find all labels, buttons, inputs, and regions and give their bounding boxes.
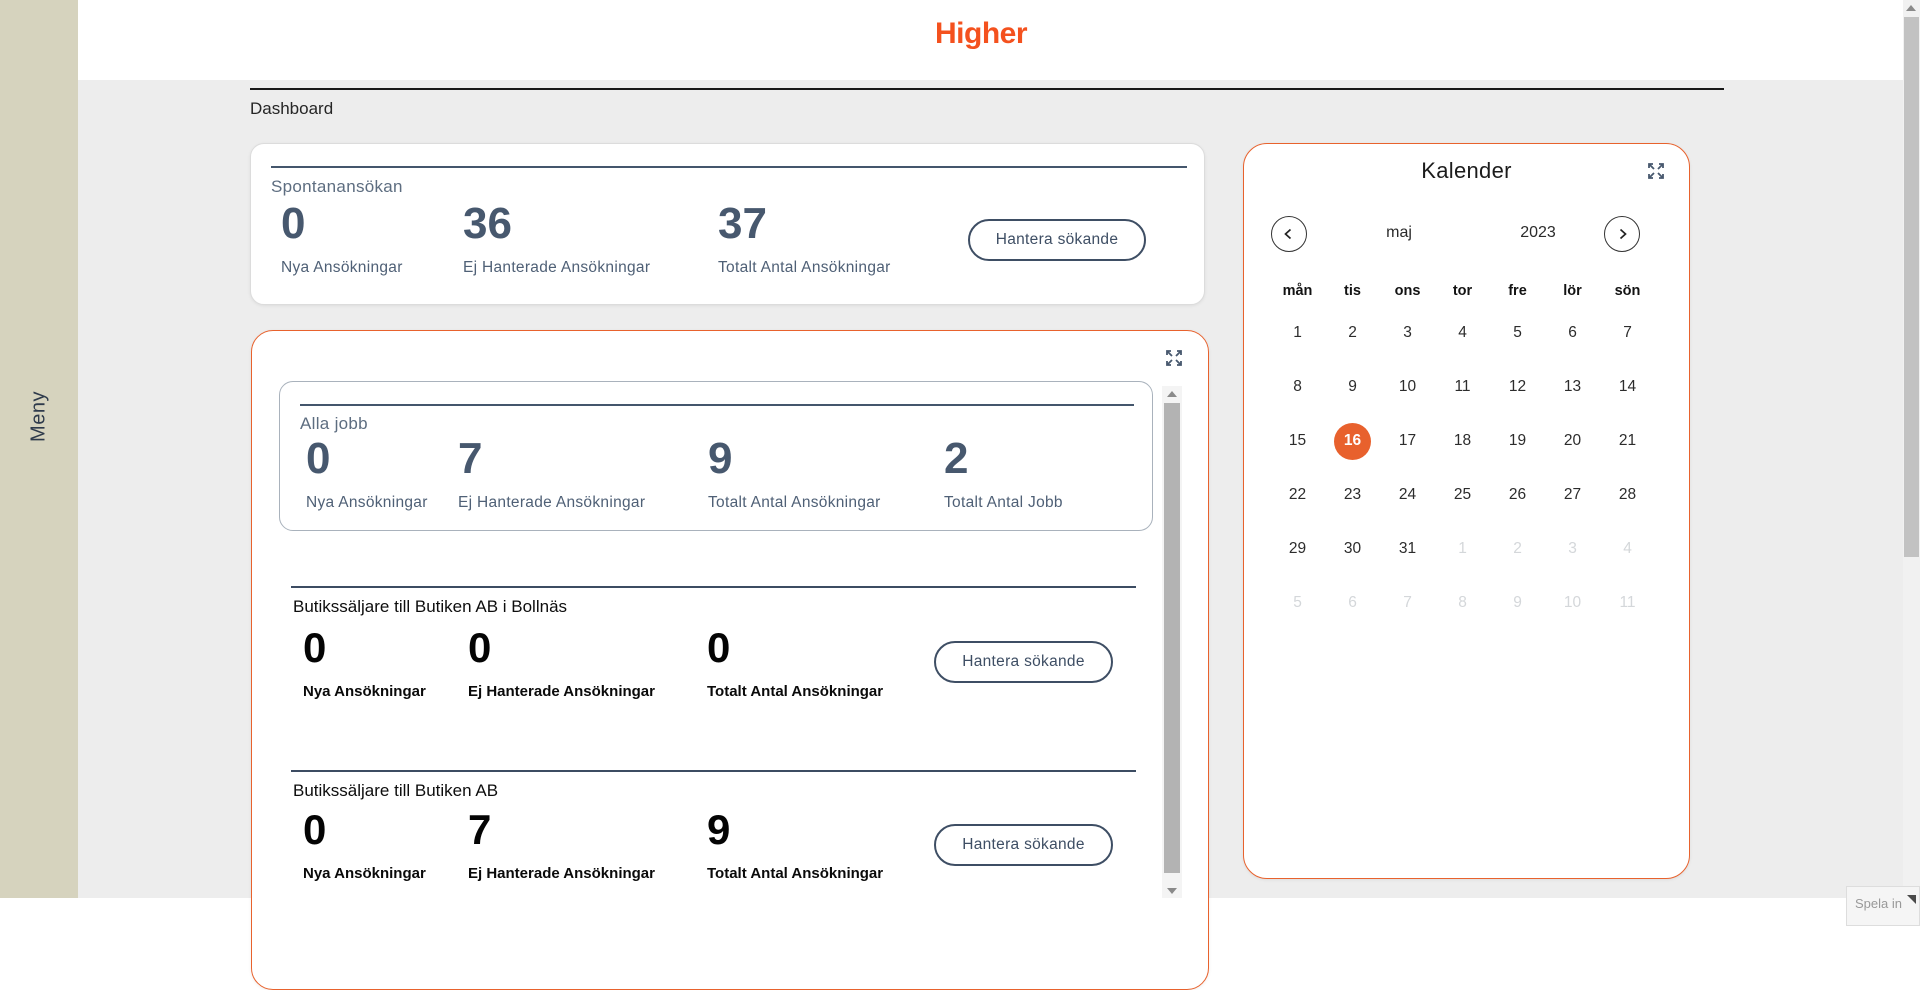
handle-applicants-button[interactable]: Hantera sökande: [934, 641, 1113, 683]
calendar-day[interactable]: 4: [1623, 540, 1632, 557]
calendar-day[interactable]: 23: [1343, 486, 1362, 503]
calendar-day[interactable]: 9: [1513, 594, 1522, 611]
stat-new-applications: 0 Nya Ansökningar: [303, 624, 426, 700]
calendar-day[interactable]: 20: [1563, 432, 1582, 449]
sidebar-menu[interactable]: [0, 0, 78, 898]
stat-total-applications: 37 Totalt Antal Ansökningar: [718, 199, 891, 276]
calendar-month-label: maj: [1386, 224, 1412, 241]
calendar-day[interactable]: 21: [1618, 432, 1637, 449]
scrollbar-thumb[interactable]: [1904, 17, 1919, 557]
expand-icon[interactable]: [1164, 348, 1184, 368]
calendar-day[interactable]: 10: [1398, 378, 1417, 395]
calendar-day[interactable]: 10: [1563, 594, 1582, 611]
calendar-day[interactable]: 11: [1454, 378, 1471, 395]
calendar-day[interactable]: 30: [1343, 540, 1362, 557]
dropdown-triangle-icon: [1907, 895, 1916, 904]
calendar-day[interactable]: 31: [1398, 540, 1417, 557]
calendar-weekday: lör: [1563, 283, 1582, 299]
calendar-next-button[interactable]: [1604, 216, 1640, 252]
higher-logo: Higher: [935, 17, 1028, 50]
calendar-weekday: ons: [1394, 283, 1421, 299]
page-scrollbar[interactable]: [1903, 0, 1920, 898]
menu-toggle-label[interactable]: Meny: [27, 391, 50, 442]
spontan-card: [250, 143, 1205, 305]
calendar-day[interactable]: 9: [1348, 378, 1357, 395]
calendar-day[interactable]: 15: [1288, 432, 1307, 449]
calendar-weekday: fre: [1508, 283, 1527, 299]
stat-unhandled-applications: 7 Ej Hanterade Ansökningar: [468, 806, 655, 882]
calendar-day[interactable]: 13: [1563, 378, 1582, 395]
calendar-weekday-row: [1270, 283, 1655, 299]
stat-total-jobs: 2 Totalt Antal Jobb: [944, 434, 1063, 511]
calendar-day[interactable]: 27: [1563, 486, 1582, 503]
calendar-day[interactable]: 28: [1618, 486, 1637, 503]
calendar-day[interactable]: 5: [1293, 594, 1302, 611]
row-divider: [291, 770, 1136, 772]
calendar-day[interactable]: 25: [1453, 486, 1472, 503]
calendar-day[interactable]: 3: [1403, 324, 1412, 341]
calendar-day[interactable]: 29: [1288, 540, 1307, 557]
stat-unhandled-applications: 36 Ej Hanterade Ansökningar: [463, 199, 651, 276]
calendar-day[interactable]: 4: [1458, 324, 1467, 341]
calendar-day[interactable]: 19: [1508, 432, 1527, 449]
calendar-day[interactable]: 2: [1348, 324, 1357, 341]
stat-total-applications: 9 Totalt Antal Ansökningar: [708, 434, 881, 511]
calendar-day[interactable]: 14: [1618, 378, 1637, 395]
calendar-day[interactable]: 3: [1568, 540, 1577, 557]
calendar-weekday: tor: [1452, 283, 1473, 299]
calendar-card: [1243, 143, 1690, 879]
arrow-up-icon[interactable]: [1906, 5, 1916, 11]
alla-jobb-card: [279, 381, 1153, 531]
calendar-day[interactable]: 5: [1513, 324, 1522, 341]
calendar-day[interactable]: 7: [1623, 324, 1632, 341]
calendar-grid: [1270, 306, 1655, 630]
calendar-year-label: 2023: [1520, 224, 1556, 241]
expand-icon[interactable]: [1646, 161, 1666, 181]
calendar-day[interactable]: 22: [1288, 486, 1307, 503]
page-title: Dashboard: [250, 99, 334, 118]
arrow-down-icon[interactable]: [1167, 888, 1177, 894]
spontan-title: Spontanansökan: [271, 177, 403, 196]
title-divider: [250, 88, 1724, 90]
calendar-day[interactable]: 1: [1293, 324, 1302, 341]
jobs-card: [251, 330, 1209, 990]
calendar-weekday: sön: [1614, 283, 1641, 299]
record-label: Spela in: [1855, 896, 1902, 911]
handle-applicants-button[interactable]: Hantera sökande: [968, 219, 1146, 261]
calendar-day[interactable]: 6: [1348, 594, 1357, 611]
stat-unhandled-applications: 0 Ej Hanterade Ansökningar: [468, 624, 655, 700]
alla-jobb-title: Alla jobb: [300, 414, 368, 433]
stat-total-applications: 0 Totalt Antal Ansökningar: [707, 624, 884, 700]
jobs-scrollbar[interactable]: [1162, 386, 1182, 898]
card-divider: [271, 166, 1187, 168]
stat-new-applications: 0 Nya Ansökningar: [303, 806, 426, 882]
stat-new-applications: 0 Nya Ansökningar: [306, 434, 428, 511]
calendar-weekday: tis: [1344, 283, 1361, 299]
job-title: Butikssäljare till Butiken AB i Bollnäs: [293, 597, 568, 616]
calendar-day[interactable]: 8: [1458, 594, 1467, 611]
record-control[interactable]: [1846, 886, 1920, 926]
arrow-up-icon[interactable]: [1167, 391, 1177, 397]
stat-new-applications: 0 Nya Ansökningar: [281, 199, 403, 276]
calendar-day[interactable]: 6: [1568, 324, 1577, 341]
row-divider: [291, 586, 1136, 588]
calendar-day[interactable]: 11: [1619, 594, 1636, 611]
chevron-right-icon: [1612, 224, 1632, 244]
calendar-day[interactable]: 24: [1398, 486, 1417, 503]
calendar-day[interactable]: 26: [1508, 486, 1527, 503]
job-title: Butikssäljare till Butiken AB: [293, 781, 499, 800]
calendar-day[interactable]: 7: [1403, 594, 1412, 611]
calendar-day[interactable]: 18: [1453, 432, 1472, 449]
chevron-left-icon: [1279, 224, 1299, 244]
scrollbar-thumb[interactable]: [1164, 403, 1180, 873]
calendar-day[interactable]: 1: [1458, 540, 1467, 557]
stat-unhandled-applications: 7 Ej Hanterade Ansökningar: [458, 434, 646, 511]
calendar-weekday: mån: [1282, 283, 1313, 299]
stat-total-applications: 9 Totalt Antal Ansökningar: [707, 806, 884, 882]
calendar-day[interactable]: 12: [1508, 378, 1527, 395]
calendar-prev-button[interactable]: [1271, 216, 1307, 252]
calendar-day[interactable]: 16: [1325, 414, 1380, 468]
handle-applicants-button[interactable]: Hantera sökande: [934, 824, 1113, 866]
calendar-day[interactable]: 17: [1398, 432, 1417, 449]
calendar-day[interactable]: 2: [1513, 540, 1522, 557]
card-divider: [300, 404, 1134, 406]
calendar-day[interactable]: 8: [1293, 378, 1302, 395]
calendar-title: Kalender: [1421, 158, 1512, 183]
